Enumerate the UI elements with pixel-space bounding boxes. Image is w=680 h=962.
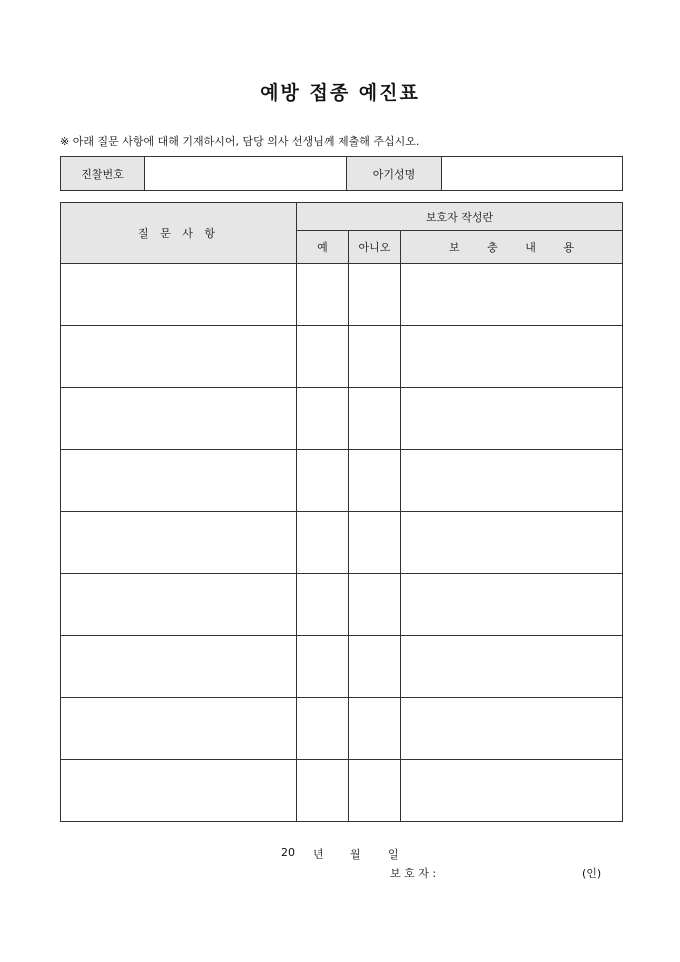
no-header: 아니오 [349,231,401,264]
note-cell[interactable] [401,388,623,450]
yes-cell[interactable] [297,512,349,574]
document-title: 예방 접종 예진표 [260,82,420,104]
question-row [61,574,623,636]
note-cell[interactable] [401,450,623,512]
no-cell[interactable] [349,698,401,760]
no-cell[interactable] [349,574,401,636]
question-cell[interactable] [61,264,297,326]
guardian-signature-label: 보 호 자 : [390,867,437,880]
patient-info-table [60,156,623,191]
question-cell[interactable] [61,698,297,760]
month-label: 월 [350,848,361,861]
seal-label: (인) [582,867,602,880]
yes-cell[interactable] [297,574,349,636]
question-cell[interactable] [61,326,297,388]
yes-header: 예 [297,231,349,264]
question-row [61,264,623,326]
yes-cell[interactable] [297,388,349,450]
yes-cell[interactable] [297,326,349,388]
note-header: 보 충 내 용 [401,231,623,264]
question-row [61,760,623,822]
note-cell[interactable] [401,326,623,388]
questionnaire-table [60,202,623,822]
question-cell[interactable] [61,388,297,450]
day-label: 일 [388,848,399,861]
yes-cell[interactable] [297,760,349,822]
no-cell[interactable] [349,388,401,450]
note-cell[interactable] [401,512,623,574]
chart-number-field[interactable] [145,157,347,191]
question-row [61,326,623,388]
question-row [61,636,623,698]
question-header: 질 문 사 항 [61,203,297,264]
no-cell[interactable] [349,264,401,326]
no-cell[interactable] [349,636,401,698]
yes-cell[interactable] [297,450,349,512]
question-cell[interactable] [61,512,297,574]
baby-name-label: 아기성명 [347,157,442,191]
note-cell[interactable] [401,264,623,326]
question-cell[interactable] [61,450,297,512]
question-cell[interactable] [61,760,297,822]
question-row [61,512,623,574]
yes-cell[interactable] [297,264,349,326]
yes-cell[interactable] [297,698,349,760]
chart-number-label: 진찰번호 [61,157,145,191]
question-cell[interactable] [61,574,297,636]
question-row [61,388,623,450]
no-cell[interactable] [349,450,401,512]
baby-name-field[interactable] [442,157,623,191]
guardian-section-header: 보호자 작성란 [297,203,623,231]
question-cell[interactable] [61,636,297,698]
question-row [61,698,623,760]
year-label: 년 [313,848,324,861]
instruction-text: ※ 아래 질문 사항에 대해 기재하시어, 담당 의사 선생님께 제출해 주십시오. [60,135,420,148]
note-cell[interactable] [401,698,623,760]
no-cell[interactable] [349,326,401,388]
note-cell[interactable] [401,636,623,698]
no-cell[interactable] [349,512,401,574]
yes-cell[interactable] [297,636,349,698]
note-cell[interactable] [401,760,623,822]
question-row [61,450,623,512]
note-cell[interactable] [401,574,623,636]
no-cell[interactable] [349,760,401,822]
year-prefix: 20 [281,846,295,859]
